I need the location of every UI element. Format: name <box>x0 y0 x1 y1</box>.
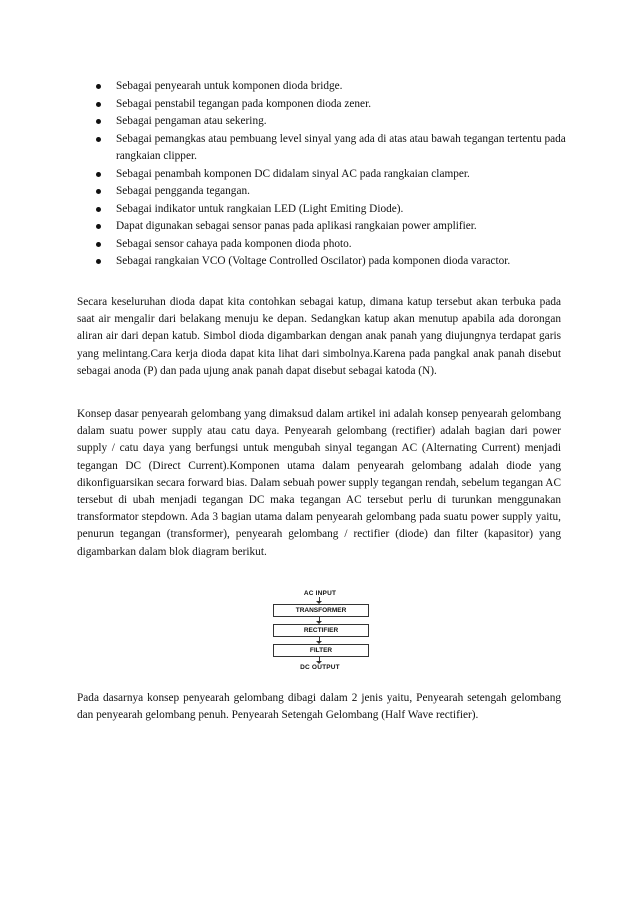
bullet-icon <box>96 119 101 124</box>
diagram-input-label: AC INPUT <box>303 590 337 597</box>
list-item <box>96 113 566 131</box>
list-item-text: Sebagai penstabil tegangan pada komponen dioda zener. <box>116 97 372 110</box>
diagram-block-rectifier: RECTIFIER <box>273 624 369 637</box>
bullet-icon <box>96 102 101 107</box>
list-item <box>96 201 566 219</box>
bullet-icon <box>96 242 101 247</box>
list-item <box>96 253 566 271</box>
list-item <box>96 78 566 96</box>
bullet-icon <box>96 189 101 194</box>
diagram-block-transformer: TRANSFORMER <box>273 604 369 617</box>
list-item-text: Sebagai sensor cahaya pada komponen dioda photo. <box>116 237 352 250</box>
arrow-down-icon <box>270 597 370 604</box>
bullet-icon <box>96 137 101 142</box>
list-item-text: Sebagai penambah komponen DC didalam sinyal AC pada rangkaian clamper. <box>116 167 470 180</box>
list-item-text: Sebagai rangkaian VCO (Voltage Controlled Oscilator) pada komponen dioda varactor. <box>116 255 511 267</box>
list-item-text: Dapat digunakan sebagai sensor panas pada aplikasi rangkaian power amplifier. <box>116 220 477 232</box>
list-item <box>96 183 566 201</box>
bullet-icon <box>96 172 101 177</box>
arrow-down-icon <box>270 637 370 644</box>
diagram-output-label: DC OUTPUT <box>300 664 340 671</box>
list-item <box>96 131 566 166</box>
list-item <box>96 166 566 184</box>
list-item-text: Sebagai indikator untuk rangkaian LED (Light Emiting Diode). <box>116 202 404 215</box>
paragraph-rectifier-types: Pada dasarnya konsep penyearah gelombang dibagi dalam 2 jenis yaitu, Penyearah setengah gelombang dan penyearah gelombang penuh. Penyearah Setengah Gelombang (Half Wave rectifier). <box>77 692 561 722</box>
bullet-icon <box>96 259 101 264</box>
arrow-down-icon <box>270 617 370 624</box>
list-item-text: Sebagai penyearah untuk komponen dioda bridge. <box>116 80 343 92</box>
bullet-icon <box>96 207 101 212</box>
arrow-down-icon <box>270 657 370 664</box>
power-supply-block-diagram <box>270 590 370 671</box>
paragraph-diode-valve: Secara keseluruhan dioda dapat kita contohkan sebagai katup, dimana katup tersebut akan terbuka pada saat air mengalir dari belakang menuju ke depan. Sedangkan katup akan menutup apabila ada dorongan aliran air dari depan katub. Simbol dioda digambarkan dengan anak panah yang diujungnya terdapat garis yang melintang.Cara kerja dioda dapat kita lihat dari simbolnya.Karena pada pangkal anak panah disebut sebagai anoda (P) dan pada ujung anak panah dapat disebut sebagai katoda (N). <box>77 296 561 377</box>
paragraph-rectifier-concept: Konsep dasar penyearah gelombang yang dimaksud dalam artikel ini adalah konsep penyearah gelombang dalam suatu power supply atau catu daya. Penyearah gelombang (rectifier) adalah bagian dari power supply / catu daya yang berfungsi untuk mengubah sinyal tegangan AC (Alternating Current) menjadi tegangan DC (Direct Current).Komponen utama dalam penyearah gelombang adalah diode yang dikonfiguarsikan secara forward bias. Dalam sebuah power supply tegangan rendah, sebelum tegangan AC tersebut di ubah menjadi tegangan DC maka tegangan AC tersebut perlu di turunkan menggunakan transformator stepdown. Ada 3 bagian utama dalam penyearah gelombang pada suatu power supply yaitu, penurun tegangan (transformer), penyearah gelombang / rectifier (diode) dan filter (kapasitor) yang digambarkan dalam blok diagram berikut. <box>77 408 561 558</box>
diode-uses-list <box>96 78 566 271</box>
list-item-text: Sebagai pengganda tegangan. <box>116 185 250 197</box>
list-item-text: Sebagai pemangkas atau pembuang level sinyal yang ada di atas atau bawah tegangan tertentu pada rangkaian clipper. <box>116 132 566 162</box>
list-item <box>96 236 566 254</box>
bullet-icon <box>96 224 101 229</box>
bullet-icon <box>96 84 101 89</box>
list-item-text: Sebagai pengaman atau sekering. <box>116 115 267 127</box>
diagram-block-filter: FILTER <box>273 644 369 657</box>
list-item <box>96 218 566 236</box>
list-item <box>96 96 566 114</box>
